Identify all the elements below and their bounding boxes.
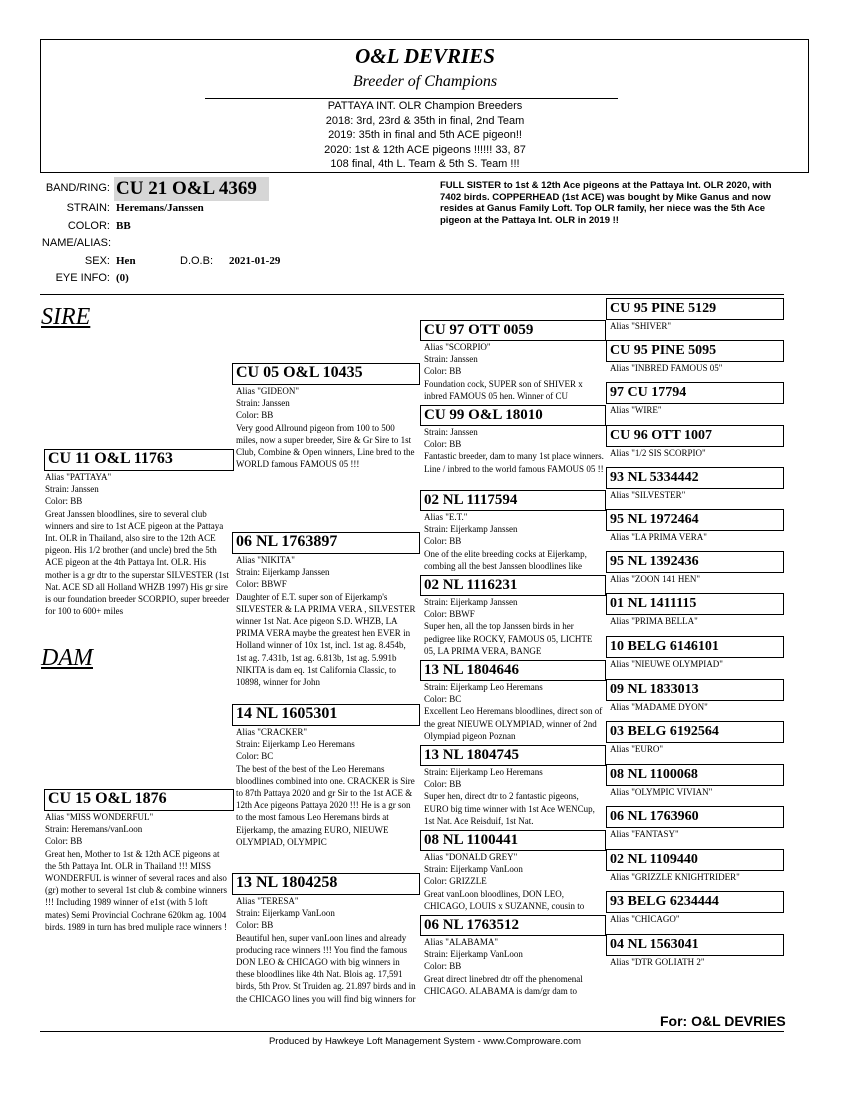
eye-value: (0) [116,272,129,284]
dam-alias: Alias "MISS WONDERFUL" [45,812,154,822]
gg-grandparent-band: 01 NL 1411115 [606,593,784,615]
gg-grandparent-alias: Alias "GRIZZLE KNIGHTRIDER" [610,872,740,882]
info-line: Color: BBWF [236,579,287,590]
info-line: Strain: Eijerkamp Leo Heremans [236,739,355,750]
info-line: Strain: Eijerkamp Leo Heremans [424,767,543,777]
dob-value: 2021-01-29 [229,255,281,267]
info-line: Strain: Eijerkamp VanLoon [424,864,523,875]
achievement-line: 2018: 3rd, 23rd & 35th in final, 2nd Team [325,114,525,127]
gg-grandparent-alias: Alias "EURO" [610,744,664,754]
info-line: Color: BC [424,694,462,705]
bird-description: FULL SISTER to 1st & 12th Ace pigeons at the Pattaya Int. OLR 2020, with 7402 birds. COPPERHEAD (1st ACE) was bought by Mike Ganus and now resides at Ganus Family Loft. Top OLR family, her niece was the 5th Ace pigeon at the Pattaya Int. OLR in 2019 !! [440,180,772,226]
breeder-title: O&L DEVRIES [355,44,495,68]
info-line: Color: GRIZZLE [424,876,487,887]
achievement-line: PATTAYA INT. OLR Champion Breeders [327,100,523,112]
info-line: Strain: Janssen [236,398,290,409]
great-grandparent-info [424,936,604,998]
great-grandparent-info [424,851,604,913]
info-line: Color: BB [424,961,462,972]
gg-grandparent-alias: Alias "WIRE" [610,405,662,415]
grandparent-info [236,726,418,852]
gg-grandparent-alias: Alias "INBRED FAMOUS 05" [610,363,723,373]
sire-band: CU 11 O&L 11763 [44,449,234,471]
great-grandparent-band: CU 99 O&L 18010 [420,405,606,426]
band-value: CU 21 O&L 4369 [114,177,269,201]
info-line: Color: BC [236,751,274,762]
info-line: Daughter of E.T. super son of Eijerkamp's SILVESTER & LA PRIMA VERA , SILVESTER winner 1st Nat. Ace pigeon S.D. WHZB, LA PRIMA VERA maybe the greatest hen EVER in Holland winner of 10x 1st, incl. 1st ag. 8.454b, 1st ag. 7.431b, 1st ag. 6.813b, 1st ag. 5.991b NIKITA is dam eq. 1st California Classic, to 10898, winner for John [236,591,416,688]
gg-grandparent-band: CU 95 PINE 5129 [606,298,784,320]
gg-grandparent-alias: Alias "OLYMPIC VIVIAN" [610,787,713,797]
gg-grandparent-band: 97 CU 17794 [606,382,784,404]
strain-value: Heremans/Janssen [116,202,204,214]
info-line: Alias "DONALD GREY" [424,852,518,862]
great-grandparent-info [424,426,604,488]
info-line: Excellent Leo Heremans bloodlines, direct son of the great NIEUWE OLYMPIAD, winner of 2nd Olympiad pigeon Poznan [424,706,603,741]
achievement-line: 2020: 1st & 12th ACE pigeons !!!!!! 33, 87 [324,143,526,156]
great-grandparent-band: 13 NL 1804646 [420,660,606,681]
info-line: Strain: Janssen [424,427,478,437]
sire-alias: Alias "PATTAYA" [45,472,112,482]
dam-band: CU 15 O&L 1876 [44,789,234,811]
gg-grandparent-alias: Alias "PRIMA BELLA" [610,616,698,626]
info-line: Alias "NIKITA" [236,555,295,565]
eye-label: EYE INFO: [55,272,110,284]
dob-label: D.O.B: [180,255,214,267]
strain-label: STRAIN: [66,202,110,214]
gg-grandparent-band: 02 NL 1109440 [606,849,784,871]
info-line: The best of the best of the Leo Heremans bloodlines combined into one. CRACKER is Sire to 87th Pattaya 2020 and gr Sir to the 1st ACE & 12th Ace pigeons Pattaya 2020 !!! He is a gr son to the most famous Leo Heremans birds at Eijerkamp, the amazing EURO, NIEUWE OLYMPIAD, OLYMPIC [236,763,415,847]
info-line: Super hen, all the top Janssen birds in her pedigree like ROCKY, FAMOUS 05, LICHTE 05, LA PRIMA VERA, BANGE [424,621,593,656]
info-line: Strain: Eijerkamp Janssen [236,567,330,578]
sire-color: Color: BB [45,496,83,507]
info-line: Color: BB [236,920,274,931]
info-line: Strain: Eijerkamp VanLoon [236,908,335,919]
dam-color: Color: BB [45,836,83,847]
sire-strain: Strain: Janssen [45,484,99,495]
info-line: Color: BBWF [424,609,475,620]
achievement-line: 2019: 35th in final and 5th ACE pigeon!! [328,129,522,141]
great-grandparent-band: 06 NL 1763512 [420,915,606,936]
gg-grandparent-band: 08 NL 1100068 [606,764,784,786]
info-line: Fantastic breeder, dam to many 1st place winners. Line / inbred to the world famous FAMOUS 05 !! [424,451,604,474]
info-line: Strain: Eijerkamp Leo Heremans [424,682,543,692]
sex-label: SEX: [84,255,110,267]
info-line: One of the elite breeding cocks at Eijerkamp, combing all the best Janssen bloodlines like [424,548,587,571]
info-line: Color: BB [236,410,274,421]
great-grandparent-info [424,596,604,658]
achievement-line: 108 final, 4th L. Team & 5th S. Team !!! [330,158,520,170]
gg-grandparent-alias: Alias "DTR GOLIATH 2" [610,957,705,967]
grandparent-band: 06 NL 1763897 [232,532,420,554]
produced-by: Produced by Hawkeye Loft Management System - www.Comproware.com [268,1036,582,1047]
sex-value: Hen [116,255,136,267]
gg-grandparent-band: 95 NL 1972464 [606,509,784,531]
gg-grandparent-band: 09 NL 1833013 [606,679,784,701]
dam-heading: DAM [41,645,93,671]
great-grandparent-band: 02 NL 1117594 [420,490,606,511]
gg-grandparent-alias: Alias "LA PRIMA VERA" [610,532,707,542]
info-line: Alias "ALABAMA" [424,937,499,947]
grandparent-band: 13 NL 1804258 [232,873,420,895]
gg-grandparent-alias: Alias "ZOON 141 HEN" [610,574,701,584]
sire-heading: SIRE [41,304,91,330]
info-line: Very good Allround pigeon from 100 to 500 miles, now a super breeder, Sire & Gr Sire to 1st Club, Combine & Open winners, Line bred to the WORLD famous FAMOUS 05 !!! [236,422,415,470]
gg-grandparent-band: 10 BELG 6146101 [606,636,784,658]
gg-grandparent-alias: Alias "CHICAGO" [610,914,680,924]
info-line: Great direct linebred dtr off the phenomenal CHICAGO. ALABAMA is dam/gr dam to [424,973,583,996]
dam-info [45,811,230,933]
info-line: Beautiful hen, super vanLoon lines and already producing race winners !!! You find the famous DON LEO & CHICAGO with big winners in these bloodlines like 4th Nat. Blois ag. 17,591 birds, 5th Prov. St Truiden ag. 21.897 birds and in the CHICAGO lines you will find big winners for [236,932,416,1004]
info-line: Strain: Eijerkamp Janssen [424,597,518,607]
color-value: BB [116,220,131,232]
great-grandparent-band: 02 NL 1116231 [420,575,606,596]
sire-notes: Great Janssen bloodlines, sire to several club winners and sire to 1st ACE pigeon at the Pattaya Int. OLR in Thailand, also sire to the 12th ACE pigeon. His 1/2 brother (and uncle) bred the 5th ACE pigeon at the 4th Pattaya Int. OLR. His mother is a gr dtr to the superstar SILVESTER (1st Nat. ACE SD all Holland WHZB 1997) His gr sire is our foundation breeder SCORPIO, super breeder for 100 to 600+ miles [45,508,230,617]
gg-grandparent-alias: Alias "FANTASY" [610,829,679,839]
gg-grandparent-alias: Alias "1/2 SIS SCORPIO" [610,448,706,458]
info-line: Foundation cock, SUPER son of SHIVER x inbred FAMOUS 05 hen. Winner of CU [424,378,583,401]
great-grandparent-band: 08 NL 1100441 [420,830,606,851]
band-label: BAND/RING: [45,182,110,194]
sire-info [45,471,230,617]
for-owner: For: O&L DEVRIES [660,1013,786,1029]
gg-grandparent-band: 04 NL 1563041 [606,934,784,956]
gg-grandparent-band: 93 NL 5334442 [606,467,784,489]
great-grandparent-info [424,766,604,828]
info-line: Alias "TERESA" [236,896,299,906]
info-line: Strain: Janssen [424,354,478,365]
name-label: NAME/ALIAS: [41,237,111,249]
info-line: Alias "SCORPIO" [424,342,491,352]
footer-divider [40,1031,784,1032]
info-line: Great vanLoon bloodlines, DON LEO, CHICAGO, LOUIS x SUZANNE, cousin to [424,888,585,911]
gg-grandparent-band: 03 BELG 6192564 [606,721,784,743]
info-line: Alias "GIDEON" [236,386,300,396]
gg-grandparent-band: CU 96 OTT 1007 [606,425,784,447]
gg-grandparent-alias: Alias "SHIVER" [610,321,672,331]
color-label: COLOR: [67,220,110,232]
grandparent-info [236,385,416,525]
dam-strain: Strain: Heremans/vanLoon [45,824,143,835]
info-line: Color: BB [424,779,462,790]
info-line: Color: BB [424,439,462,450]
gg-grandparent-band: 93 BELG 6234444 [606,891,784,913]
great-grandparent-band: CU 97 OTT 0059 [420,320,606,341]
great-grandparent-band: 13 NL 1804745 [420,745,606,766]
grandparent-band: 14 NL 1605301 [232,704,420,726]
info-line: Super hen, direct dtr to 2 fantastic pigeons, EURO big time winner with 1st Ace WENCup, 1st Nat. Ace Reisduif, 1st Nat. [424,791,595,826]
great-grandparent-info [424,681,604,743]
info-line: Color: BB [424,536,462,547]
grandparent-info [236,895,418,1020]
breeder-subtitle: Breeder of Champions [352,73,498,90]
achievements [255,99,595,172]
grandparent-info [236,554,418,694]
great-grandparent-info [424,341,604,403]
great-grandparent-info [424,511,604,573]
info-line: Alias "CRACKER" [236,727,308,737]
info-line: Alias "E.T." [424,512,468,522]
info-line: Strain: Eijerkamp Janssen [424,524,518,535]
gg-grandparent-band: 06 NL 1763960 [606,806,784,828]
grandparent-band: CU 05 O&L 10435 [232,363,420,385]
info-line: Strain: Eijerkamp VanLoon [424,949,523,960]
dam-notes: Great hen, Mother to 1st & 12th ACE pigeons at the 5th Pattaya Int. OLR in Thailand !!! MISS WONDERFUL is winner of several races and also (gr) mother to several 1st club & combine winners !!! Including 1989 winner of e1st (with 5 loft mates) Semi Provincial Cochrane 620km ag. 1004 birds. 1989 in turn has bred muliple race winners ! [45,848,227,932]
info-line: Color: BB [424,366,462,377]
gg-grandparent-alias: Alias "NIEUWE OLYMPIAD" [610,659,723,669]
gg-grandparent-band: CU 95 PINE 5095 [606,340,784,362]
gg-grandparent-alias: Alias "SILVESTER" [610,490,686,500]
divider [40,294,784,295]
gg-grandparent-alias: Alias "MADAME DYON" [610,702,708,712]
gg-grandparent-band: 95 NL 1392436 [606,551,784,573]
